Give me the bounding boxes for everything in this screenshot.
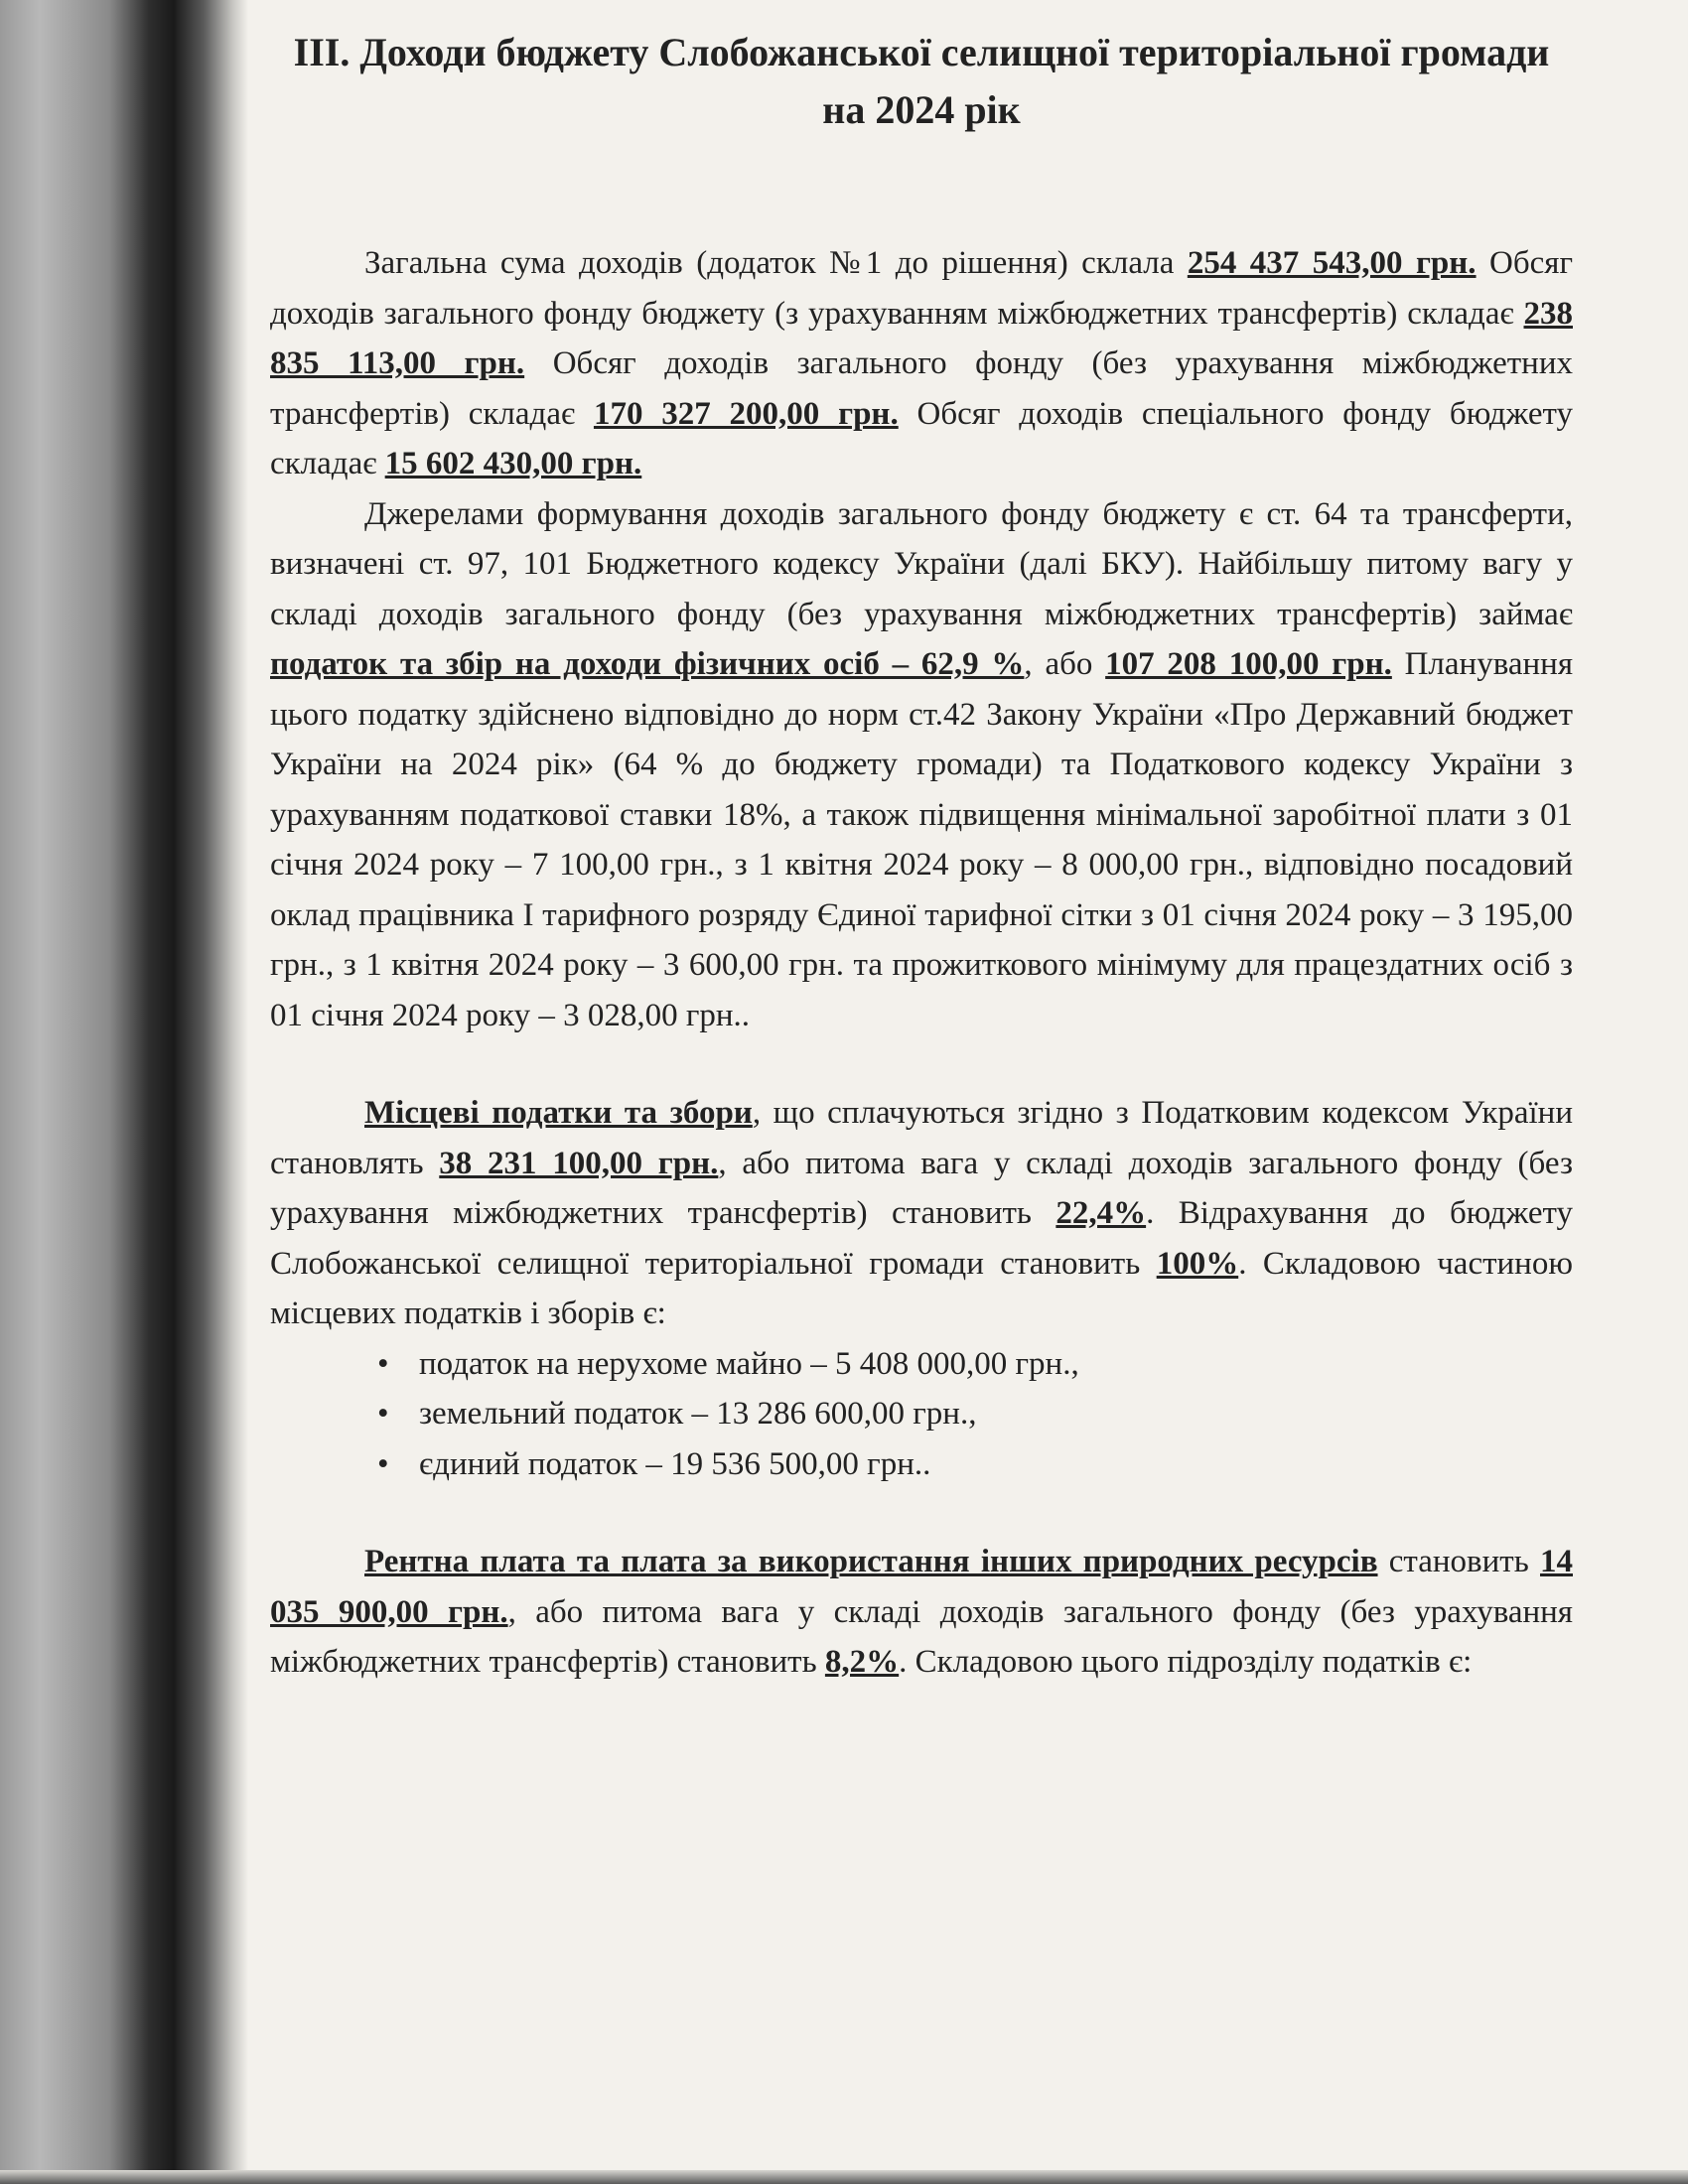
list-item: • єдиний податок – 19 536 500,00 грн.. xyxy=(419,1439,1573,1490)
rent-share: 8,2% xyxy=(824,1644,900,1680)
special-fund-amount: 15 602 430,00 грн. xyxy=(384,446,642,481)
local-taxes-deduction: 100% xyxy=(1156,1245,1239,1282)
paragraph-total-revenue: Загальна сума доходів (додаток №1 до рішення) склала 254 437 543,00 грн. Обсяг доходів загального фонду бюджету (з урахуванням міжбюджетних трансфертів) складає 238 835 113,00 грн. Обсяг доходів загального фонду (без урахування міжбюджетних трансфертів) складає 170 327 200,00 грн. Обсяг доходів спеціального фонду бюджету складає 15 602 430,00 грн. xyxy=(270,245,1573,481)
local-taxes-list xyxy=(270,1339,1573,1490)
rent-heading: Рентна плата та плата за використання інших природних ресурсів xyxy=(364,1544,1378,1579)
local-taxes-heading: Місцеві податки та збори xyxy=(364,1095,753,1131)
local-taxes-amount: 38 231 100,00 грн. xyxy=(439,1145,719,1181)
income-tax-amount: 107 208 100,00 грн. xyxy=(1105,646,1392,682)
section-title: ІІІ. Доходи бюджету Слобожанської селищної територіальної громади на 2024 рік xyxy=(293,30,1550,132)
binding-shadow xyxy=(0,0,248,2184)
paragraph-income-tax: Джерелами формування доходів загального фонду бюджету є ст. 64 та трансферти, визначені ст. 97, 101 Бюджетного кодексу України (далі БКУ). Найбільшу питому вагу у складі доходів загального фонду (без урахування міжбюджетних трансфертів) займає податок та збір на доходи фізичних осіб – 62,9 %, або 107 208 100,00 грн. Планування цього податку здійснено відповідно до норм ст.42 Закону України «Про Державний бюджет України на 2024 рік» (64 % до бюджету громади) та Податкового кодексу України з урахуванням податкової ставки 18%, а також підвищення мінімальної заробітної плати з 01 січня 2024 року – 7 100,00 грн., з 1 квітня 2024 року – 8 000,00 грн., відповідно посадовий оклад працівника І тарифного розряду Єдиної тарифної сітки з 01 січня 2024 року – 3 195,00 грн., з 1 квітня 2024 року – 3 600,00 грн. та прожиткового мінімуму для працездатних осіб з 01 січня 2024 року – 3 028,00 грн.. xyxy=(270,495,1574,1033)
local-taxes-share: 22,4% xyxy=(1055,1195,1147,1231)
rent-amount: 14 035 900,00 грн. xyxy=(270,1544,1573,1630)
page-bottom-edge xyxy=(0,2170,1688,2184)
total-revenue-amount: 254 437 543,00 грн. xyxy=(1187,245,1477,281)
list-item: • податок на нерухоме майно – 5 408 000,00 грн., xyxy=(419,1339,1573,1390)
document-body xyxy=(270,24,1573,1688)
list-item: • земельний податок – 13 286 600,00 грн., xyxy=(419,1389,1573,1439)
income-tax-share: податок та збір на доходи фізичних осіб – 62,9 % xyxy=(270,646,1025,682)
paragraph-rent: Рентна плата та плата за використання інших природних ресурсів становить 14 035 900,00 грн., або питома вага у складі доходів загального фонду (без урахування міжбюджетних трансфертів) становить 8,2%. Складовою цього підрозділу податків є: xyxy=(270,1544,1573,1680)
paragraph-local-taxes: Місцеві податки та збори, що сплачуються згідно з Податковим кодексом України становлять 38 231 100,00 грн., або питома вага у складі доходів загального фонду (без урахування міжбюджетних трансфертів) становить 22,4%. Відрахування до бюджету Слобожанської селищної територіальної громади становить 100%. Складовою частиною місцевих податків і зборів є: xyxy=(270,1095,1573,1331)
general-fund-without-transfers-amount: 170 327 200,00 грн. xyxy=(593,395,899,432)
general-fund-with-transfers-amount: 238 835 113,00 грн. xyxy=(270,295,1573,381)
